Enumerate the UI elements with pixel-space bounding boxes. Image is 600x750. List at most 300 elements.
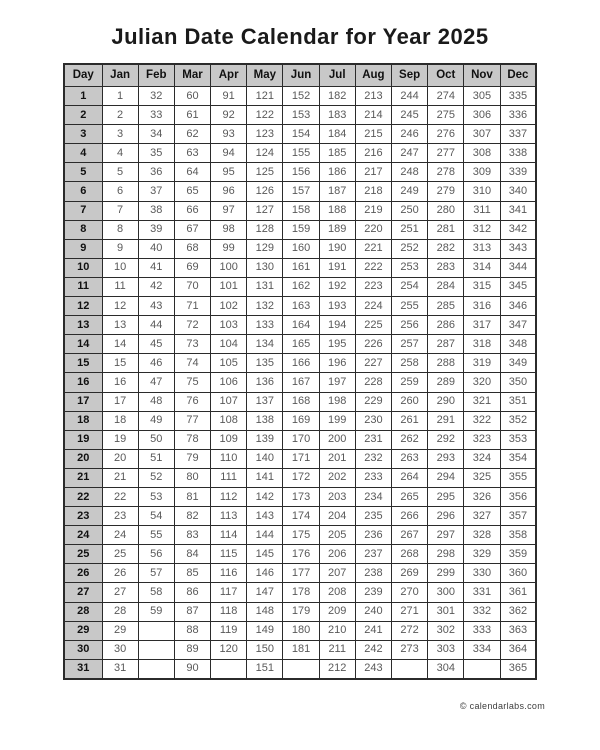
day-cell: 19 [64,430,102,449]
julian-date-cell: 320 [464,373,500,392]
julian-date-cell: 245 [392,106,428,125]
table-row [64,583,536,602]
julian-date-cell: 52 [138,468,174,487]
day-cell: 30 [64,640,102,659]
julian-date-cell: 232 [355,449,391,468]
julian-date-cell: 122 [247,106,283,125]
day-cell: 21 [64,468,102,487]
table-row [64,316,536,335]
day-cell: 1 [64,87,102,106]
julian-date-cell: 150 [247,640,283,659]
julian-date-cell: 360 [500,564,536,583]
julian-date-cell: 30 [102,640,138,659]
julian-date-cell: 285 [428,297,464,316]
julian-date-cell: 50 [138,430,174,449]
julian-date-cell: 217 [355,163,391,182]
julian-date-cell: 324 [464,449,500,468]
julian-date-cell: 201 [319,449,355,468]
julian-date-cell: 189 [319,220,355,239]
julian-date-cell: 271 [392,602,428,621]
table-row [64,335,536,354]
julian-date-cell: 227 [355,354,391,373]
julian-date-cell: 2 [102,106,138,125]
julian-date-cell: 61 [174,106,210,125]
julian-date-cell: 207 [319,564,355,583]
julian-date-cell: 16 [102,373,138,392]
julian-date-cell: 98 [211,220,247,239]
julian-date-cell: 34 [138,125,174,144]
julian-date-cell: 172 [283,468,319,487]
julian-date-cell: 236 [355,526,391,545]
julian-date-cell: 113 [211,507,247,526]
julian-date-cell: 121 [247,87,283,106]
julian-date-cell: 197 [319,373,355,392]
julian-date-cell: 131 [247,277,283,296]
julian-date-cell: 79 [174,449,210,468]
julian-date-cell: 95 [211,163,247,182]
julian-date-cell: 358 [500,526,536,545]
julian-date-cell: 62 [174,125,210,144]
julian-date-cell: 173 [283,487,319,506]
julian-date-cell: 63 [174,144,210,163]
month-header-sep: Sep [392,64,428,87]
julian-date-cell: 93 [211,125,247,144]
julian-date-cell: 188 [319,201,355,220]
julian-date-cell: 81 [174,487,210,506]
day-cell: 4 [64,144,102,163]
julian-date-cell: 85 [174,564,210,583]
day-header-cell: Day [64,64,102,87]
julian-date-cell: 328 [464,526,500,545]
julian-date-cell: 120 [211,640,247,659]
julian-date-cell: 153 [283,106,319,125]
julian-date-cell: 264 [392,468,428,487]
julian-date-cell: 323 [464,430,500,449]
julian-date-cell: 124 [247,144,283,163]
day-cell: 13 [64,316,102,335]
julian-date-cell: 220 [355,220,391,239]
julian-date-cell: 161 [283,258,319,277]
month-header-apr: Apr [211,64,247,87]
julian-date-cell: 313 [464,239,500,258]
julian-date-cell: 135 [247,354,283,373]
julian-date-cell: 295 [428,487,464,506]
julian-date-cell: 278 [428,163,464,182]
julian-date-cell: 11 [102,277,138,296]
julian-date-cell: 185 [319,144,355,163]
julian-date-cell: 263 [392,449,428,468]
julian-date-cell: 112 [211,487,247,506]
julian-date-cell: 335 [500,87,536,106]
table-row [64,564,536,583]
julian-date-cell: 177 [283,564,319,583]
table-row [64,220,536,239]
julian-date-cell: 265 [392,487,428,506]
julian-date-cell: 110 [211,449,247,468]
julian-date-cell: 158 [283,201,319,220]
julian-date-cell: 209 [319,602,355,621]
julian-date-cell: 115 [211,545,247,564]
day-cell: 6 [64,182,102,201]
julian-date-cell: 176 [283,545,319,564]
julian-date-cell: 118 [211,602,247,621]
julian-date-cell: 33 [138,106,174,125]
julian-date-cell: 266 [392,507,428,526]
julian-date-cell: 282 [428,239,464,258]
julian-date-cell: 23 [102,507,138,526]
table-row [64,430,536,449]
julian-date-cell [138,659,174,679]
julian-date-cell: 362 [500,602,536,621]
julian-date-cell: 336 [500,106,536,125]
julian-date-cell: 111 [211,468,247,487]
julian-date-cell: 238 [355,564,391,583]
julian-date-cell: 361 [500,583,536,602]
table-row [64,277,536,296]
day-cell: 29 [64,621,102,640]
julian-date-cell: 4 [102,144,138,163]
month-header-mar: Mar [174,64,210,87]
julian-date-cell: 301 [428,602,464,621]
julian-date-cell: 70 [174,277,210,296]
julian-date-cell: 311 [464,201,500,220]
julian-date-cell: 193 [319,297,355,316]
julian-date-cell: 170 [283,430,319,449]
julian-date-cell: 162 [283,277,319,296]
julian-date-cell: 37 [138,182,174,201]
julian-date-cell: 268 [392,545,428,564]
julian-date-cell: 187 [319,182,355,201]
julian-date-cell: 273 [392,640,428,659]
julian-date-cell: 5 [102,163,138,182]
julian-date-cell: 276 [428,125,464,144]
julian-date-cell: 114 [211,526,247,545]
day-cell: 14 [64,335,102,354]
julian-date-cell: 260 [392,392,428,411]
julian-date-cell: 130 [247,258,283,277]
julian-date-cell: 77 [174,411,210,430]
julian-date-cell: 141 [247,468,283,487]
julian-date-cell: 306 [464,106,500,125]
julian-date-cell: 181 [283,640,319,659]
julian-date-cell: 27 [102,583,138,602]
julian-date-cell: 48 [138,392,174,411]
julian-date-cell: 200 [319,430,355,449]
julian-date-cell: 212 [319,659,355,679]
julian-date-cell: 348 [500,335,536,354]
julian-date-cell: 54 [138,507,174,526]
julian-date-cell: 250 [392,201,428,220]
julian-date-cell: 139 [247,430,283,449]
julian-date-cell: 18 [102,411,138,430]
julian-date-cell: 357 [500,507,536,526]
julian-date-cell: 304 [428,659,464,679]
julian-date-cell: 241 [355,621,391,640]
julian-date-cell: 41 [138,258,174,277]
julian-date-cell: 277 [428,144,464,163]
julian-date-cell: 198 [319,392,355,411]
julian-date-cell: 90 [174,659,210,679]
julian-date-cell: 333 [464,621,500,640]
julian-date-cell: 308 [464,144,500,163]
julian-date-cell: 294 [428,468,464,487]
julian-date-cell: 143 [247,507,283,526]
julian-date-cell: 257 [392,335,428,354]
julian-date-cell: 109 [211,430,247,449]
julian-date-cell: 286 [428,316,464,335]
julian-date-cell: 43 [138,297,174,316]
julian-date-cell: 332 [464,602,500,621]
day-cell: 8 [64,220,102,239]
table-row [64,526,536,545]
julian-date-cell: 353 [500,430,536,449]
julian-date-cell: 103 [211,316,247,335]
day-cell: 7 [64,201,102,220]
julian-date-cell: 195 [319,335,355,354]
copyright-credit: © calendarlabs.com [459,701,545,711]
julian-date-cell: 298 [428,545,464,564]
julian-date-cell: 226 [355,335,391,354]
julian-date-cell: 1 [102,87,138,106]
julian-date-cell: 99 [211,239,247,258]
julian-date-cell: 180 [283,621,319,640]
julian-date-cell [464,659,500,679]
julian-date-cell: 168 [283,392,319,411]
julian-date-cell: 318 [464,335,500,354]
table-row [64,449,536,468]
julian-date-cell: 215 [355,125,391,144]
month-header-feb: Feb [138,64,174,87]
julian-date-cell [211,659,247,679]
day-cell: 24 [64,526,102,545]
julian-date-cell: 314 [464,258,500,277]
julian-date-cell: 127 [247,201,283,220]
julian-date-cell: 59 [138,602,174,621]
page-title: Julian Date Calendar for Year 2025 [111,24,489,49]
julian-date-cell: 219 [355,201,391,220]
day-cell: 10 [64,258,102,277]
julian-date-cell: 44 [138,316,174,335]
julian-date-cell: 284 [428,277,464,296]
julian-date-cell: 225 [355,316,391,335]
julian-date-cell: 119 [211,621,247,640]
julian-date-cell: 251 [392,220,428,239]
julian-date-cell: 65 [174,182,210,201]
month-header-jul: Jul [319,64,355,87]
julian-date-cell: 316 [464,297,500,316]
julian-date-cell: 12 [102,297,138,316]
julian-date-cell: 330 [464,564,500,583]
julian-date-cell: 24 [102,526,138,545]
julian-date-cell: 174 [283,507,319,526]
julian-date-cell: 32 [138,87,174,106]
julian-date-cell: 224 [355,297,391,316]
julian-date-cell: 337 [500,125,536,144]
julian-date-cell: 350 [500,373,536,392]
julian-date-cell: 341 [500,201,536,220]
julian-date-cell: 20 [102,449,138,468]
julian-date-cell: 51 [138,449,174,468]
julian-date-cell: 101 [211,277,247,296]
julian-date-cell: 326 [464,487,500,506]
julian-date-cell: 29 [102,621,138,640]
julian-date-cell [138,621,174,640]
julian-date-cell: 243 [355,659,391,679]
julian-date-cell: 206 [319,545,355,564]
month-header-oct: Oct [428,64,464,87]
julian-date-cell: 221 [355,239,391,258]
julian-date-cell: 210 [319,621,355,640]
julian-date-cell: 38 [138,201,174,220]
julian-date-cell: 192 [319,277,355,296]
julian-date-cell: 35 [138,144,174,163]
julian-date-cell: 17 [102,392,138,411]
julian-date-cell: 165 [283,335,319,354]
julian-date-cell: 53 [138,487,174,506]
julian-date-cell: 254 [392,277,428,296]
julian-date-cell: 290 [428,392,464,411]
julian-date-cell: 345 [500,277,536,296]
julian-date-cell: 31 [102,659,138,679]
julian-date-cell: 58 [138,583,174,602]
julian-date-cell: 108 [211,411,247,430]
julian-date-cell: 129 [247,239,283,258]
julian-date-cell: 249 [392,182,428,201]
julian-date-cell: 166 [283,354,319,373]
julian-date-cell: 39 [138,220,174,239]
julian-date-cell: 344 [500,258,536,277]
julian-date-cell: 305 [464,87,500,106]
julian-date-cell: 116 [211,564,247,583]
julian-date-cell: 76 [174,392,210,411]
julian-date-cell: 274 [428,87,464,106]
table-row [64,411,536,430]
day-cell: 3 [64,125,102,144]
julian-date-cell: 25 [102,545,138,564]
julian-date-cell: 47 [138,373,174,392]
day-cell: 23 [64,507,102,526]
julian-date-cell: 239 [355,583,391,602]
julian-date-cell: 204 [319,507,355,526]
julian-date-cell: 356 [500,487,536,506]
julian-date-cell: 234 [355,487,391,506]
julian-date-cell: 71 [174,297,210,316]
julian-date-cell: 299 [428,564,464,583]
month-header-may: May [247,64,283,87]
julian-date-cell: 364 [500,640,536,659]
julian-date-cell: 228 [355,373,391,392]
julian-date-cell: 171 [283,449,319,468]
julian-date-cell: 248 [392,163,428,182]
julian-date-cell: 240 [355,602,391,621]
julian-date-cell: 64 [174,163,210,182]
julian-date-cell: 303 [428,640,464,659]
julian-date-cell: 66 [174,201,210,220]
julian-date-cell: 9 [102,239,138,258]
julian-date-cell: 56 [138,545,174,564]
julian-date-cell: 334 [464,640,500,659]
table-row [64,392,536,411]
julian-date-cell: 279 [428,182,464,201]
julian-date-cell: 216 [355,144,391,163]
julian-date-cell: 160 [283,239,319,258]
julian-date-cell [283,659,319,679]
julian-date-cell: 133 [247,316,283,335]
julian-date-cell: 339 [500,163,536,182]
julian-date-cell: 347 [500,316,536,335]
julian-date-cell: 57 [138,564,174,583]
julian-date-cell: 88 [174,621,210,640]
day-cell: 28 [64,602,102,621]
julian-date-cell: 36 [138,163,174,182]
julian-date-cell: 78 [174,430,210,449]
julian-date-cell: 13 [102,316,138,335]
day-cell: 5 [64,163,102,182]
julian-date-cell: 302 [428,621,464,640]
julian-date-cell: 136 [247,373,283,392]
julian-date-cell: 258 [392,354,428,373]
julian-date-cell: 343 [500,239,536,258]
julian-date-cell: 19 [102,430,138,449]
julian-date-cell: 222 [355,258,391,277]
julian-date-cell: 72 [174,316,210,335]
julian-date-cell: 205 [319,526,355,545]
table-row [64,297,536,316]
julian-date-cell: 352 [500,411,536,430]
julian-date-cell: 106 [211,373,247,392]
julian-date-cell: 92 [211,106,247,125]
table-row [64,468,536,487]
day-cell: 12 [64,297,102,316]
julian-date-cell: 300 [428,583,464,602]
julian-date-cell: 196 [319,354,355,373]
julian-date-cell: 315 [464,277,500,296]
day-cell: 9 [64,239,102,258]
julian-date-cell: 132 [247,297,283,316]
day-cell: 22 [64,487,102,506]
julian-date-cell: 214 [355,106,391,125]
table-row [64,163,536,182]
month-header-jun: Jun [283,64,319,87]
julian-date-cell: 138 [247,411,283,430]
julian-date-cell: 199 [319,411,355,430]
julian-date-cell: 340 [500,182,536,201]
julian-date-cell: 163 [283,297,319,316]
julian-date-cell: 148 [247,602,283,621]
julian-date-cell: 255 [392,297,428,316]
julian-date-cell: 182 [319,87,355,106]
julian-date-cell: 60 [174,87,210,106]
julian-date-cell: 256 [392,316,428,335]
julian-date-cell: 178 [283,583,319,602]
table-row [64,602,536,621]
month-header-dec: Dec [500,64,536,87]
julian-date-cell: 80 [174,468,210,487]
table-row [64,373,536,392]
julian-date-cell: 331 [464,583,500,602]
julian-date-cell: 14 [102,335,138,354]
julian-date-cell: 46 [138,354,174,373]
julian-date-table [63,63,537,680]
julian-date-cell: 288 [428,354,464,373]
julian-date-cell: 96 [211,182,247,201]
julian-date-cell: 253 [392,258,428,277]
julian-date-cell: 327 [464,507,500,526]
julian-date-cell [392,659,428,679]
day-cell: 18 [64,411,102,430]
julian-date-cell: 310 [464,182,500,201]
julian-date-cell: 296 [428,507,464,526]
